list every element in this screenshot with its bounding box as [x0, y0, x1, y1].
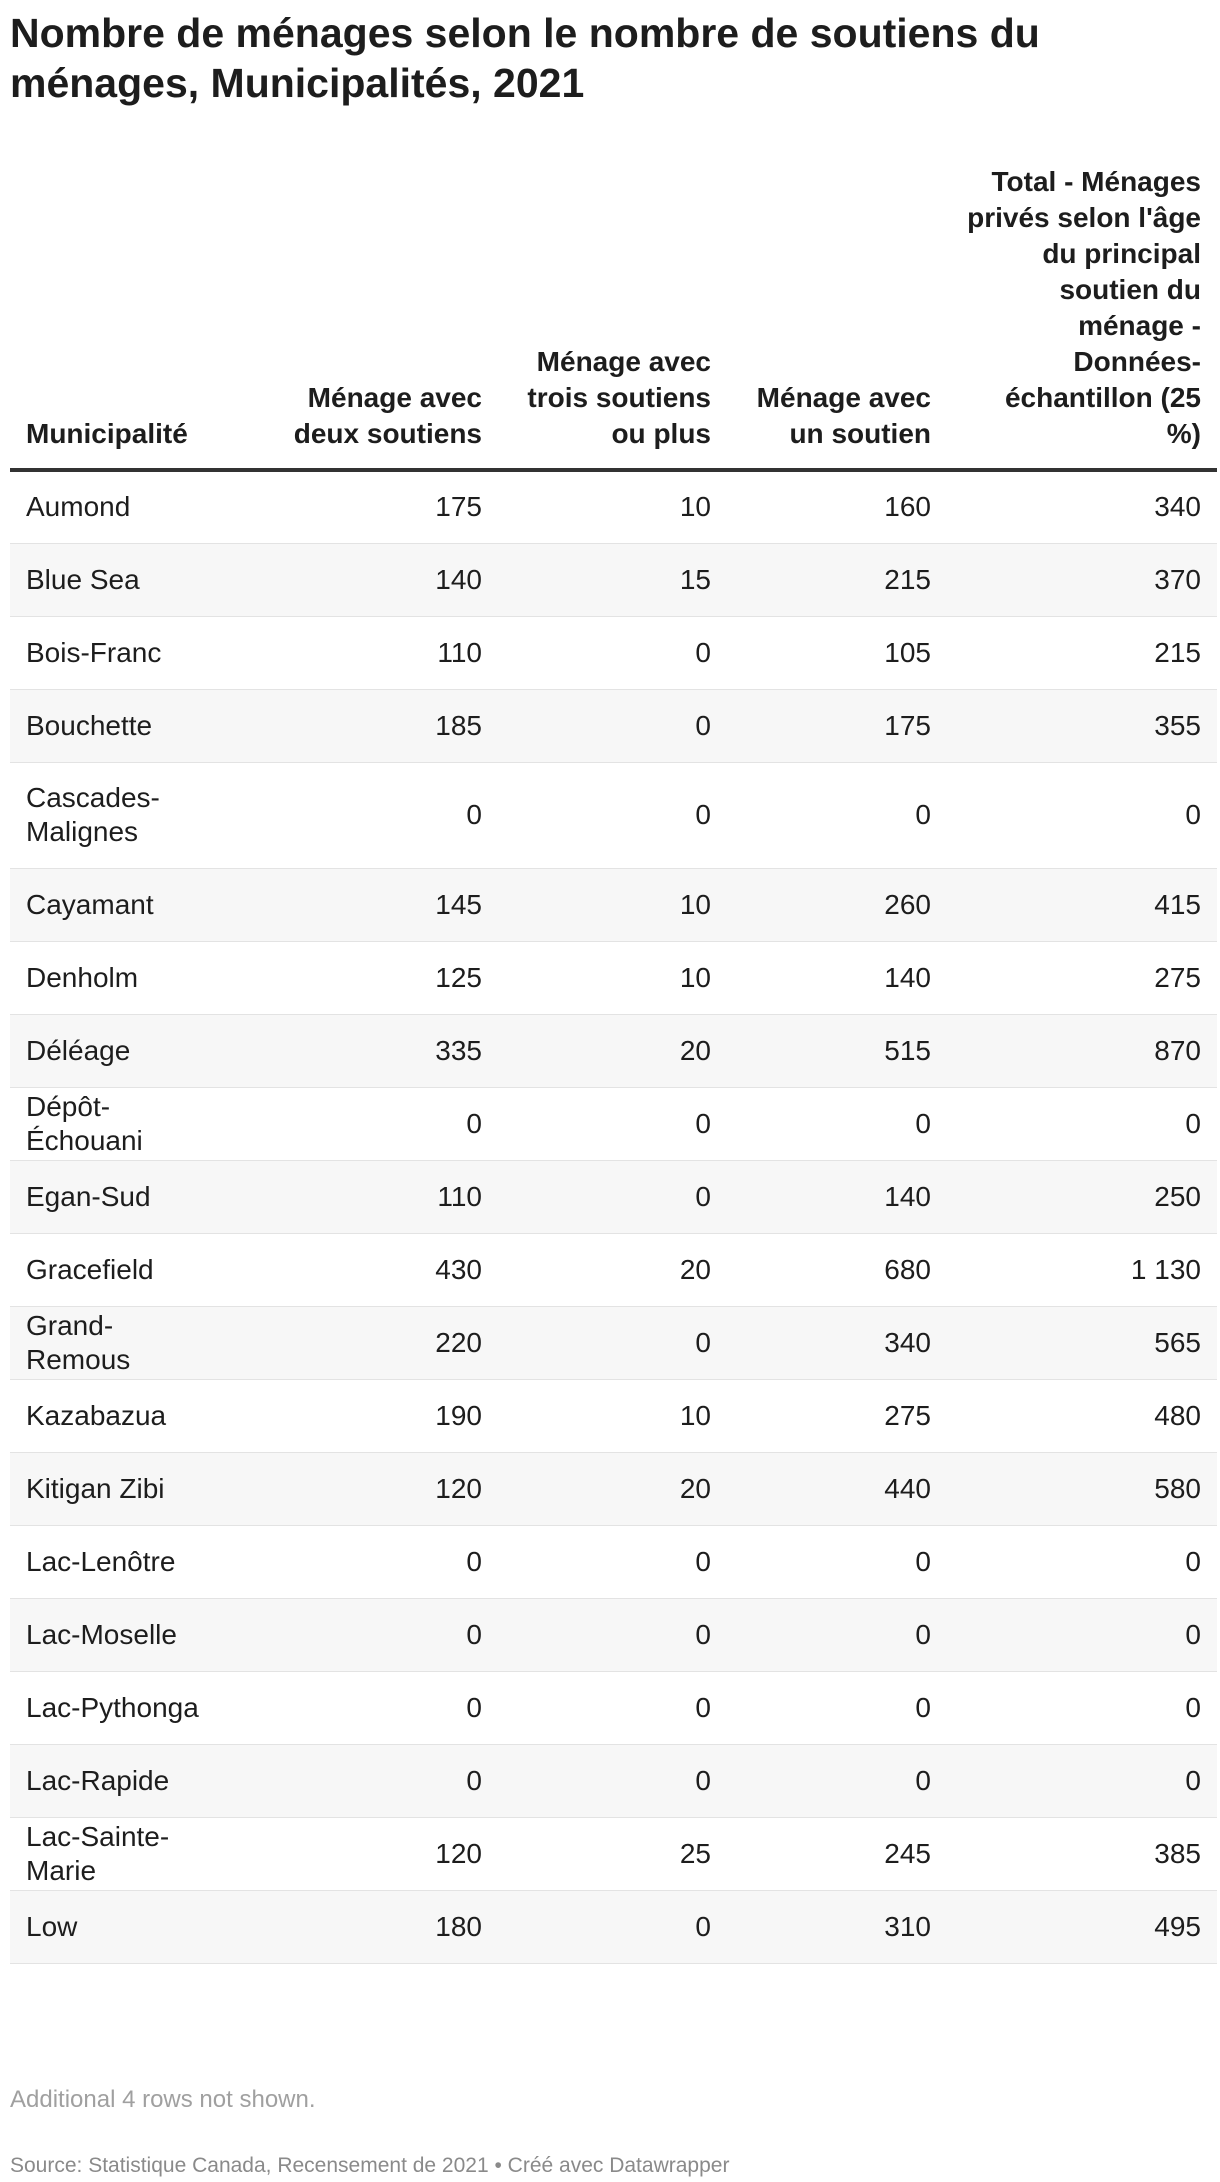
cell-total: 1 130: [947, 1233, 1217, 1306]
table-header-row: [10, 164, 1217, 470]
cell-un-soutien: 140: [727, 1160, 947, 1233]
cell-municipalite: Bois-Franc: [10, 616, 228, 689]
cell-trois-soutiens: 0: [498, 689, 727, 762]
cell-deux-soutiens: 0: [228, 1598, 498, 1671]
cell-trois-soutiens: 0: [498, 1598, 727, 1671]
cell-municipalite: Aumond: [10, 470, 228, 543]
cell-trois-soutiens: 0: [498, 1671, 727, 1744]
cell-deux-soutiens: 0: [228, 1671, 498, 1744]
cell-deux-soutiens: 180: [228, 1890, 498, 1963]
cell-deux-soutiens: 0: [228, 1087, 498, 1160]
column-header-trois-soutiens[interactable]: Ménage avec trois soutiens ou plus: [498, 164, 727, 470]
table-row: [10, 616, 1217, 689]
data-table: [10, 164, 1217, 1964]
cell-un-soutien: 0: [727, 1087, 947, 1160]
cell-municipalite: Lac-Lenôtre: [10, 1525, 228, 1598]
cell-trois-soutiens: 0: [498, 762, 727, 868]
cell-total: 370: [947, 543, 1217, 616]
cell-total: 355: [947, 689, 1217, 762]
cell-un-soutien: 260: [727, 868, 947, 941]
table-row: [10, 941, 1217, 1014]
cell-municipalite: Grand-Remous: [10, 1306, 228, 1379]
cell-total: 215: [947, 616, 1217, 689]
cell-municipalite: Lac-Moselle: [10, 1598, 228, 1671]
column-header-deux-soutiens[interactable]: Ménage avec deux soutiens: [228, 164, 498, 470]
cell-un-soutien: 215: [727, 543, 947, 616]
cell-municipalite: Denholm: [10, 941, 228, 1014]
cell-total: 0: [947, 1744, 1217, 1817]
cell-trois-soutiens: 20: [498, 1233, 727, 1306]
cell-municipalite: Low: [10, 1890, 228, 1963]
table-row: [10, 689, 1217, 762]
cell-municipalite: Bouchette: [10, 689, 228, 762]
cell-total: 0: [947, 1671, 1217, 1744]
table-row: [10, 1890, 1217, 1963]
cell-un-soutien: 0: [727, 1525, 947, 1598]
cell-trois-soutiens: 15: [498, 543, 727, 616]
cell-deux-soutiens: 335: [228, 1014, 498, 1087]
cell-trois-soutiens: 0: [498, 1306, 727, 1379]
cell-municipalite: Dépôt-Échouani: [10, 1087, 228, 1160]
cell-total: 565: [947, 1306, 1217, 1379]
cell-un-soutien: 0: [727, 1671, 947, 1744]
cell-deux-soutiens: 125: [228, 941, 498, 1014]
cell-total: 495: [947, 1890, 1217, 1963]
cell-un-soutien: 140: [727, 941, 947, 1014]
cell-un-soutien: 680: [727, 1233, 947, 1306]
cell-trois-soutiens: 10: [498, 868, 727, 941]
cell-trois-soutiens: 0: [498, 1744, 727, 1817]
cell-municipalite: Lac-Sainte-Marie: [10, 1817, 228, 1890]
cell-trois-soutiens: 0: [498, 1087, 727, 1160]
column-header-un-soutien[interactable]: Ménage avec un soutien: [727, 164, 947, 470]
table-row: [10, 1379, 1217, 1452]
cell-un-soutien: 340: [727, 1306, 947, 1379]
cell-deux-soutiens: 0: [228, 762, 498, 868]
cell-trois-soutiens: 10: [498, 470, 727, 543]
table-row: [10, 1087, 1217, 1160]
cell-trois-soutiens: 0: [498, 616, 727, 689]
table-body: [10, 470, 1217, 1963]
table-row: [10, 1525, 1217, 1598]
source-footer: Source: Statistique Canada, Recensement de 2021 • Créé avec Datawrapper: [10, 2154, 730, 2177]
cell-trois-soutiens: 10: [498, 941, 727, 1014]
cell-total: 250: [947, 1160, 1217, 1233]
chart-title: Nombre de ménages selon le nombre de soutiens du ménages, Municipalités, 2021: [10, 10, 1040, 106]
cell-trois-soutiens: 20: [498, 1452, 727, 1525]
cell-total: 385: [947, 1817, 1217, 1890]
cell-municipalite: Kazabazua: [10, 1379, 228, 1452]
cell-total: 870: [947, 1014, 1217, 1087]
table-row: [10, 1452, 1217, 1525]
cell-deux-soutiens: 185: [228, 689, 498, 762]
cell-deux-soutiens: 0: [228, 1525, 498, 1598]
cell-deux-soutiens: 140: [228, 543, 498, 616]
cell-trois-soutiens: 0: [498, 1525, 727, 1598]
cell-municipalite: Cayamant: [10, 868, 228, 941]
cell-trois-soutiens: 0: [498, 1160, 727, 1233]
cell-municipalite: Lac-Rapide: [10, 1744, 228, 1817]
cell-trois-soutiens: 25: [498, 1817, 727, 1890]
cell-trois-soutiens: 20: [498, 1014, 727, 1087]
cell-trois-soutiens: 0: [498, 1890, 727, 1963]
cell-deux-soutiens: 145: [228, 868, 498, 941]
column-header-municipalite[interactable]: Municipalité: [10, 164, 228, 470]
rows-not-shown-note: Additional 4 rows not shown.: [10, 2086, 316, 2113]
table-row: [10, 762, 1217, 868]
cell-municipalite: Kitigan Zibi: [10, 1452, 228, 1525]
table-row: [10, 1671, 1217, 1744]
table-row: [10, 543, 1217, 616]
cell-deux-soutiens: 430: [228, 1233, 498, 1306]
cell-un-soutien: 175: [727, 689, 947, 762]
cell-municipalite: Blue Sea: [10, 543, 228, 616]
table-row: [10, 1817, 1217, 1890]
table-row: [10, 1014, 1217, 1087]
table-row: [10, 868, 1217, 941]
cell-total: 480: [947, 1379, 1217, 1452]
cell-total: 0: [947, 1598, 1217, 1671]
cell-municipalite: Egan-Sud: [10, 1160, 228, 1233]
cell-municipalite: Lac-Pythonga: [10, 1671, 228, 1744]
column-header-total[interactable]: Total - Ménages privés selon l'âge du principal soutien du ménage - Données-échantillon (25 %): [947, 164, 1217, 470]
cell-deux-soutiens: 110: [228, 1160, 498, 1233]
table-row: [10, 1598, 1217, 1671]
cell-deux-soutiens: 220: [228, 1306, 498, 1379]
table-row: [10, 1160, 1217, 1233]
cell-un-soutien: 515: [727, 1014, 947, 1087]
cell-un-soutien: 275: [727, 1379, 947, 1452]
table-row: [10, 470, 1217, 543]
cell-municipalite: Cascades-Malignes: [10, 762, 228, 868]
cell-un-soutien: 160: [727, 470, 947, 543]
cell-total: 0: [947, 762, 1217, 868]
cell-trois-soutiens: 10: [498, 1379, 727, 1452]
cell-total: 415: [947, 868, 1217, 941]
cell-total: 580: [947, 1452, 1217, 1525]
table-row: [10, 1233, 1217, 1306]
cell-un-soutien: 0: [727, 1744, 947, 1817]
cell-deux-soutiens: 120: [228, 1452, 498, 1525]
cell-deux-soutiens: 175: [228, 470, 498, 543]
cell-un-soutien: 0: [727, 762, 947, 868]
cell-municipalite: Gracefield: [10, 1233, 228, 1306]
cell-municipalite: Déléage: [10, 1014, 228, 1087]
cell-un-soutien: 105: [727, 616, 947, 689]
cell-deux-soutiens: 0: [228, 1744, 498, 1817]
cell-deux-soutiens: 190: [228, 1379, 498, 1452]
cell-un-soutien: 310: [727, 1890, 947, 1963]
cell-un-soutien: 0: [727, 1598, 947, 1671]
cell-total: 0: [947, 1525, 1217, 1598]
cell-un-soutien: 440: [727, 1452, 947, 1525]
cell-total: 0: [947, 1087, 1217, 1160]
cell-deux-soutiens: 120: [228, 1817, 498, 1890]
table-row: [10, 1744, 1217, 1817]
cell-un-soutien: 245: [727, 1817, 947, 1890]
table-row: [10, 1306, 1217, 1379]
cell-deux-soutiens: 110: [228, 616, 498, 689]
cell-total: 340: [947, 470, 1217, 543]
cell-total: 275: [947, 941, 1217, 1014]
